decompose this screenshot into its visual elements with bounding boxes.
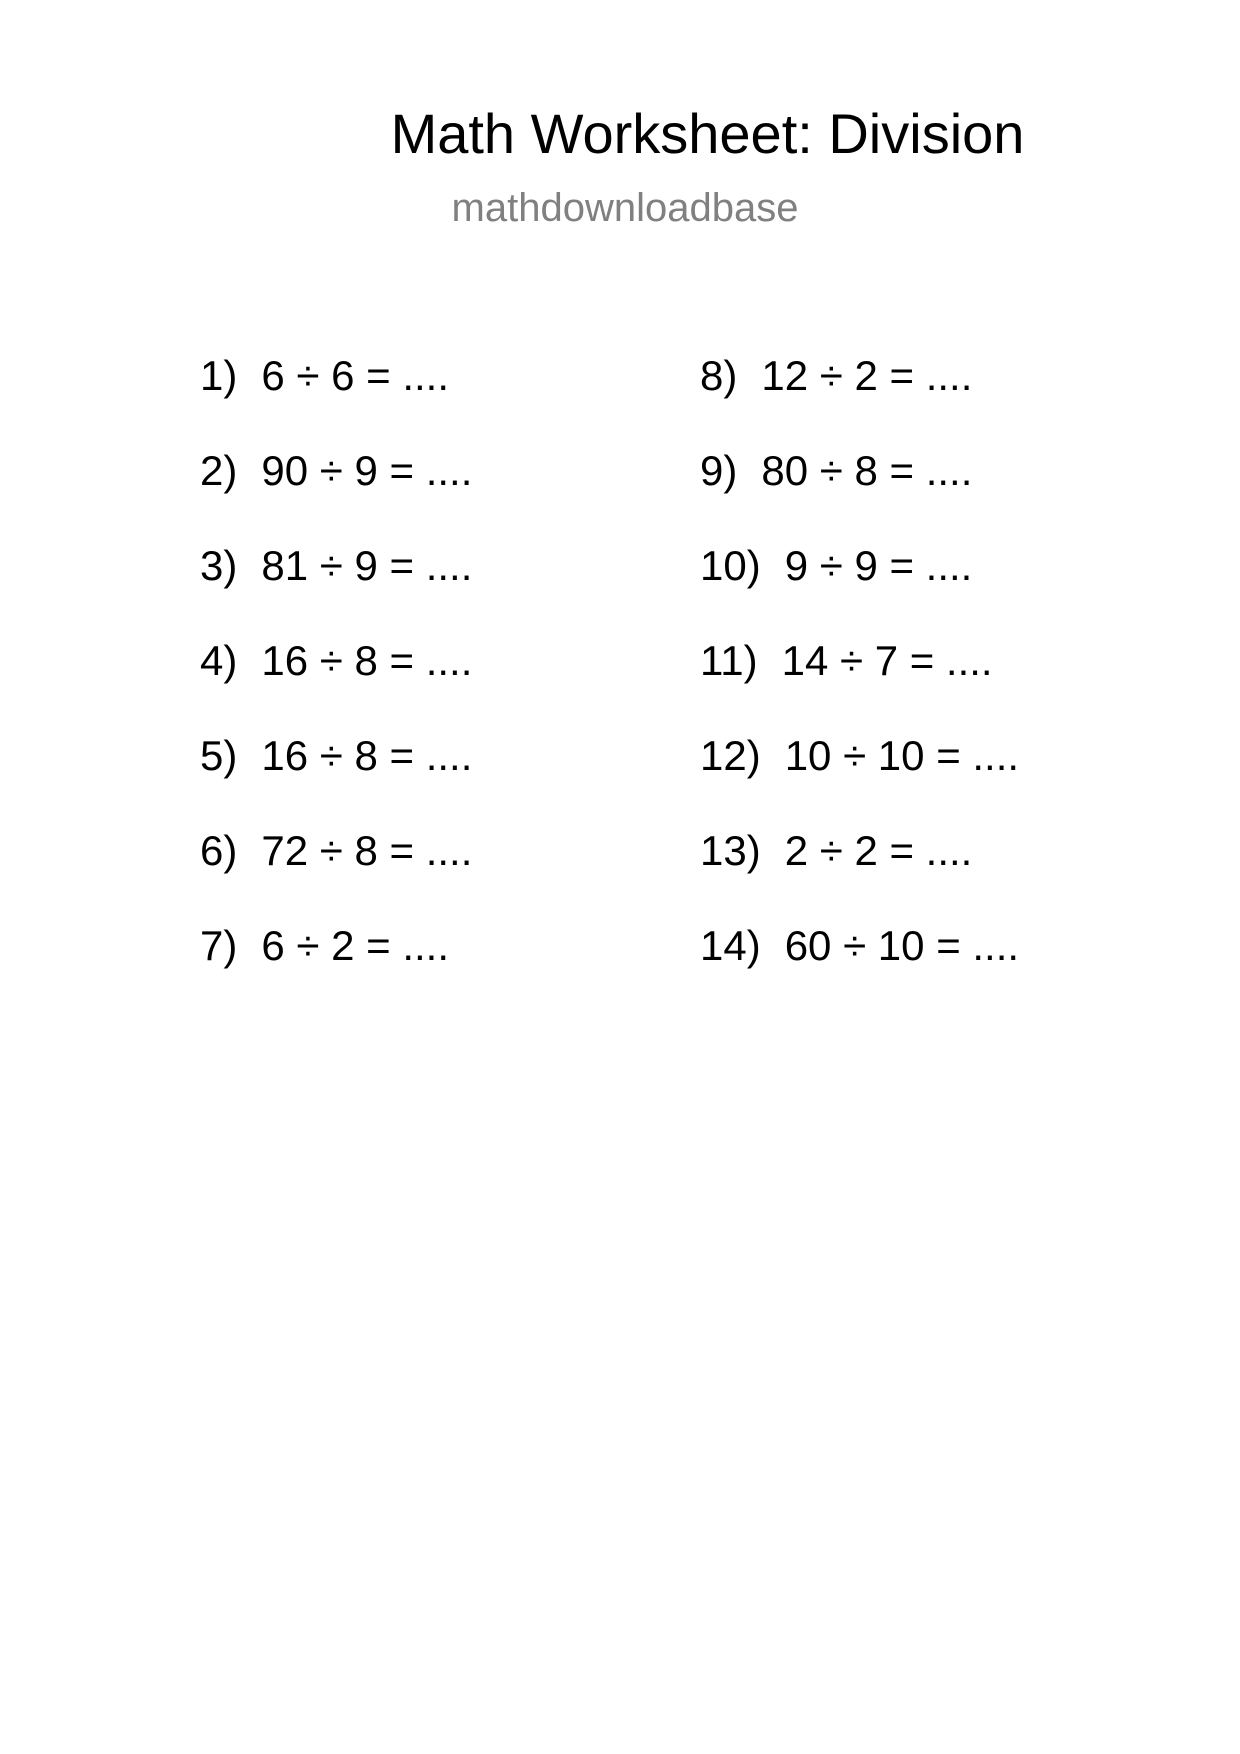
problem-number: 3) <box>200 542 238 589</box>
problem-expression: 12 ÷ 2 = .... <box>761 352 973 399</box>
problem-number: 4) <box>200 637 238 684</box>
problems-right-column <box>700 348 1019 1013</box>
problem-number: 7) <box>200 922 238 969</box>
problem-expression: 9 ÷ 9 = .... <box>784 542 973 589</box>
page-title: Math Worksheet: Division <box>390 102 1025 165</box>
problem-number: 9) <box>700 447 738 494</box>
problem-item <box>700 918 1019 1013</box>
problem-number: 13) <box>700 827 761 874</box>
problem-item <box>200 633 472 728</box>
problem-expression: 14 ÷ 7 = .... <box>781 637 993 684</box>
problem-item <box>700 823 1019 918</box>
problem-number: 6) <box>200 827 238 874</box>
problem-expression: 10 ÷ 10 = .... <box>784 732 1020 779</box>
page-subtitle: mathdownloadbase <box>451 186 799 230</box>
problem-item <box>700 348 1019 443</box>
problem-item <box>200 918 472 1013</box>
problem-expression: 6 ÷ 2 = .... <box>261 922 450 969</box>
problem-item <box>200 348 472 443</box>
problem-expression: 60 ÷ 10 = .... <box>784 922 1020 969</box>
problem-item <box>200 538 472 633</box>
problem-expression: 90 ÷ 9 = .... <box>261 447 473 494</box>
problem-number: 5) <box>200 732 238 779</box>
problem-number: 8) <box>700 352 738 399</box>
problem-item <box>700 633 1019 728</box>
problem-expression: 16 ÷ 8 = .... <box>261 637 473 684</box>
problem-expression: 16 ÷ 8 = .... <box>261 732 473 779</box>
problem-number: 12) <box>700 732 761 779</box>
problem-item <box>700 443 1019 538</box>
problem-number: 11) <box>700 637 758 684</box>
problem-number: 2) <box>200 447 238 494</box>
problem-expression: 2 ÷ 2 = .... <box>784 827 973 874</box>
problem-number: 10) <box>700 542 761 589</box>
problem-expression: 72 ÷ 8 = .... <box>261 827 473 874</box>
problem-item <box>200 823 472 918</box>
problem-item <box>700 538 1019 633</box>
problem-item <box>200 443 472 538</box>
problem-expression: 6 ÷ 6 = .... <box>261 352 450 399</box>
problem-item <box>200 728 472 823</box>
problem-item <box>700 728 1019 823</box>
problem-expression: 81 ÷ 9 = .... <box>261 542 473 589</box>
problem-number: 14) <box>700 922 761 969</box>
problem-expression: 80 ÷ 8 = .... <box>761 447 973 494</box>
problems-left-column <box>200 348 472 1013</box>
problem-number: 1) <box>200 352 238 399</box>
